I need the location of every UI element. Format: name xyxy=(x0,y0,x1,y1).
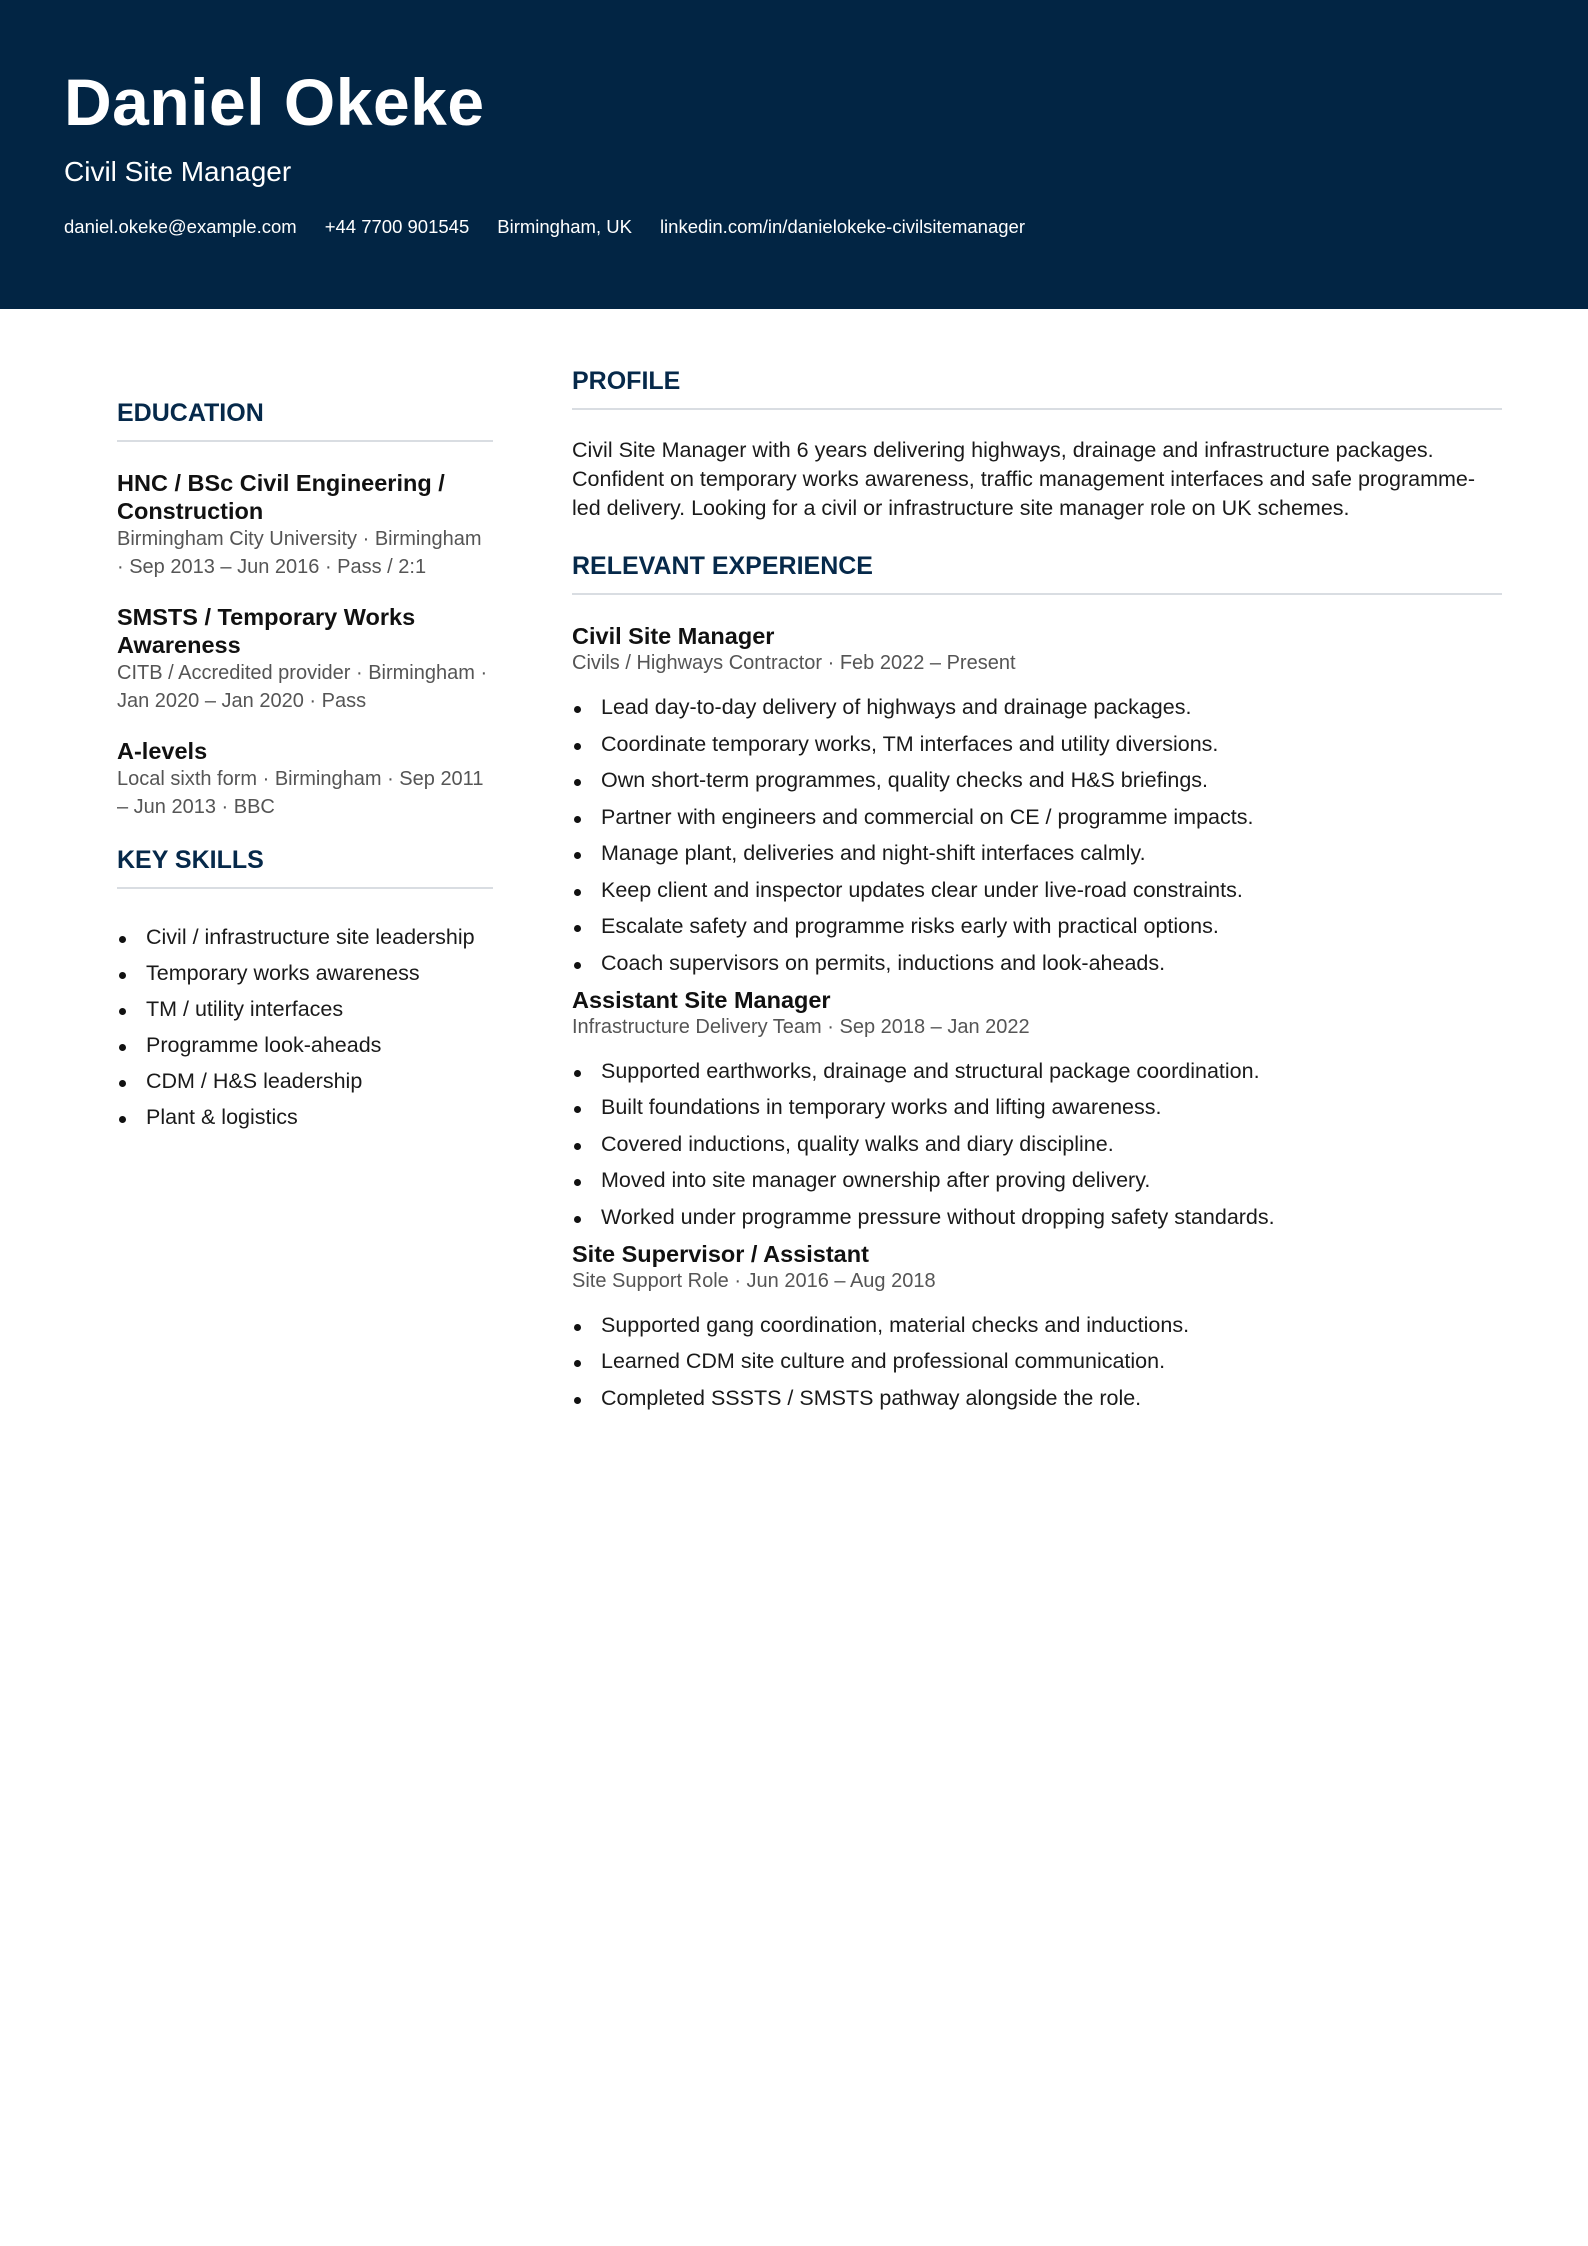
resume-header xyxy=(0,0,1588,309)
skills-section xyxy=(117,843,493,1132)
profile-heading: PROFILE xyxy=(572,364,1502,410)
job-bullet: Partner with engineers and commercial on CE / programme impacts. xyxy=(572,803,1502,832)
education-title: SMSTS / Temporary Works Awareness xyxy=(117,604,416,658)
job-bullet: Manage plant, deliveries and night-shift interfaces calmly. xyxy=(572,839,1502,868)
contact-phone: +44 7700 901545 xyxy=(324,216,470,237)
candidate-role: Civil Site Manager xyxy=(64,156,292,187)
job-bullets xyxy=(572,1311,1502,1413)
education-section xyxy=(117,396,493,821)
education-list xyxy=(117,469,493,821)
job-bullet: Own short-term programmes, quality checks and H&S briefings. xyxy=(572,766,1502,795)
job-bullet: Coach supervisors on permits, inductions and look-aheads. xyxy=(572,949,1502,978)
skills-heading: KEY SKILLS xyxy=(117,843,493,889)
skill-item: Programme look-aheads xyxy=(117,1031,493,1060)
education-meta: Birmingham City University · Birmingham · Sep 2013 – Jun 2016 · Pass / 2:1 xyxy=(117,528,482,578)
skills-list xyxy=(117,923,493,1132)
experience-section xyxy=(572,549,1502,1413)
job-bullet: Escalate safety and programme risks early with practical options. xyxy=(572,912,1502,941)
skill-item: CDM / H&S leadership xyxy=(117,1067,493,1096)
job-bullet: Supported earthworks, drainage and structural package coordination. xyxy=(572,1057,1502,1086)
education-meta: CITB / Accredited provider · Birmingham · Jan 2020 – Jan 2020 · Pass xyxy=(117,662,488,712)
education-heading: EDUCATION xyxy=(117,396,493,442)
skill-item: Temporary works awareness xyxy=(117,959,493,988)
job-bullet: Completed SSSTS / SMSTS pathway alongside the role. xyxy=(572,1384,1502,1413)
job-entry xyxy=(572,622,1502,978)
job-entry xyxy=(572,1240,1502,1413)
job-bullet: Keep client and inspector updates clear under live-road constraints. xyxy=(572,876,1502,905)
education-item xyxy=(117,603,493,715)
job-meta: Civils / Highways Contractor · Feb 2022 – Present xyxy=(572,652,1016,674)
contact-linkedin: linkedin.com/in/danielokeke-civilsitemanager xyxy=(659,216,1025,237)
education-item xyxy=(117,469,493,581)
education-title: HNC / BSc Civil Engineering / Construction xyxy=(117,470,445,524)
job-title: Assistant Site Manager xyxy=(572,986,831,1013)
job-entry xyxy=(572,986,1502,1232)
job-bullets xyxy=(572,693,1502,978)
job-bullet: Built foundations in temporary works and lifting awareness. xyxy=(572,1093,1502,1122)
skill-item: Plant & logistics xyxy=(117,1103,493,1132)
job-bullet: Moved into site manager ownership after proving delivery. xyxy=(572,1166,1502,1195)
experience-heading: RELEVANT EXPERIENCE xyxy=(572,549,1502,595)
skill-item: Civil / infrastructure site leadership xyxy=(117,923,493,952)
contact-email: daniel.okeke@example.com xyxy=(64,216,297,237)
skill-item: TM / utility interfaces xyxy=(117,995,493,1024)
job-bullet: Learned CDM site culture and professional communication. xyxy=(572,1347,1502,1376)
education-title: A-levels xyxy=(117,738,208,764)
profile-section xyxy=(572,364,1502,523)
profile-text: Civil Site Manager with 6 years delivering highways, drainage and infrastructure packages. Confident on temporary works awareness, traffic management interfaces and safe programme-led delivery. Looking for a civil or infrastructure site manager role on UK schemes. xyxy=(572,438,1476,520)
education-meta: Local sixth form · Birmingham · Sep 2011 – Jun 2013 · BBC xyxy=(117,768,484,818)
right-column xyxy=(572,364,1502,1420)
education-item xyxy=(117,737,493,821)
job-meta: Site Support Role · Jun 2016 – Aug 2018 xyxy=(572,1269,936,1292)
job-meta: Infrastructure Delivery Team · Sep 2018 – Jan 2022 xyxy=(572,1015,1030,1038)
contact-location: Birmingham, UK xyxy=(497,216,632,237)
job-bullet: Lead day-to-day delivery of highways and drainage packages. xyxy=(572,693,1502,722)
contact-bar xyxy=(64,214,1053,240)
job-title: Site Supervisor / Assistant xyxy=(572,1240,869,1267)
job-bullet: Coordinate temporary works, TM interfaces and utility diversions. xyxy=(572,730,1502,759)
job-title: Civil Site Manager xyxy=(572,623,775,649)
left-column xyxy=(117,396,493,1139)
job-bullet: Supported gang coordination, material checks and inductions. xyxy=(572,1311,1502,1340)
job-bullets xyxy=(572,1057,1502,1232)
job-bullet: Worked under programme pressure without dropping safety standards. xyxy=(572,1203,1502,1232)
job-bullet: Covered inductions, quality walks and diary discipline. xyxy=(572,1130,1502,1159)
candidate-name: Daniel Okeke xyxy=(64,65,485,139)
